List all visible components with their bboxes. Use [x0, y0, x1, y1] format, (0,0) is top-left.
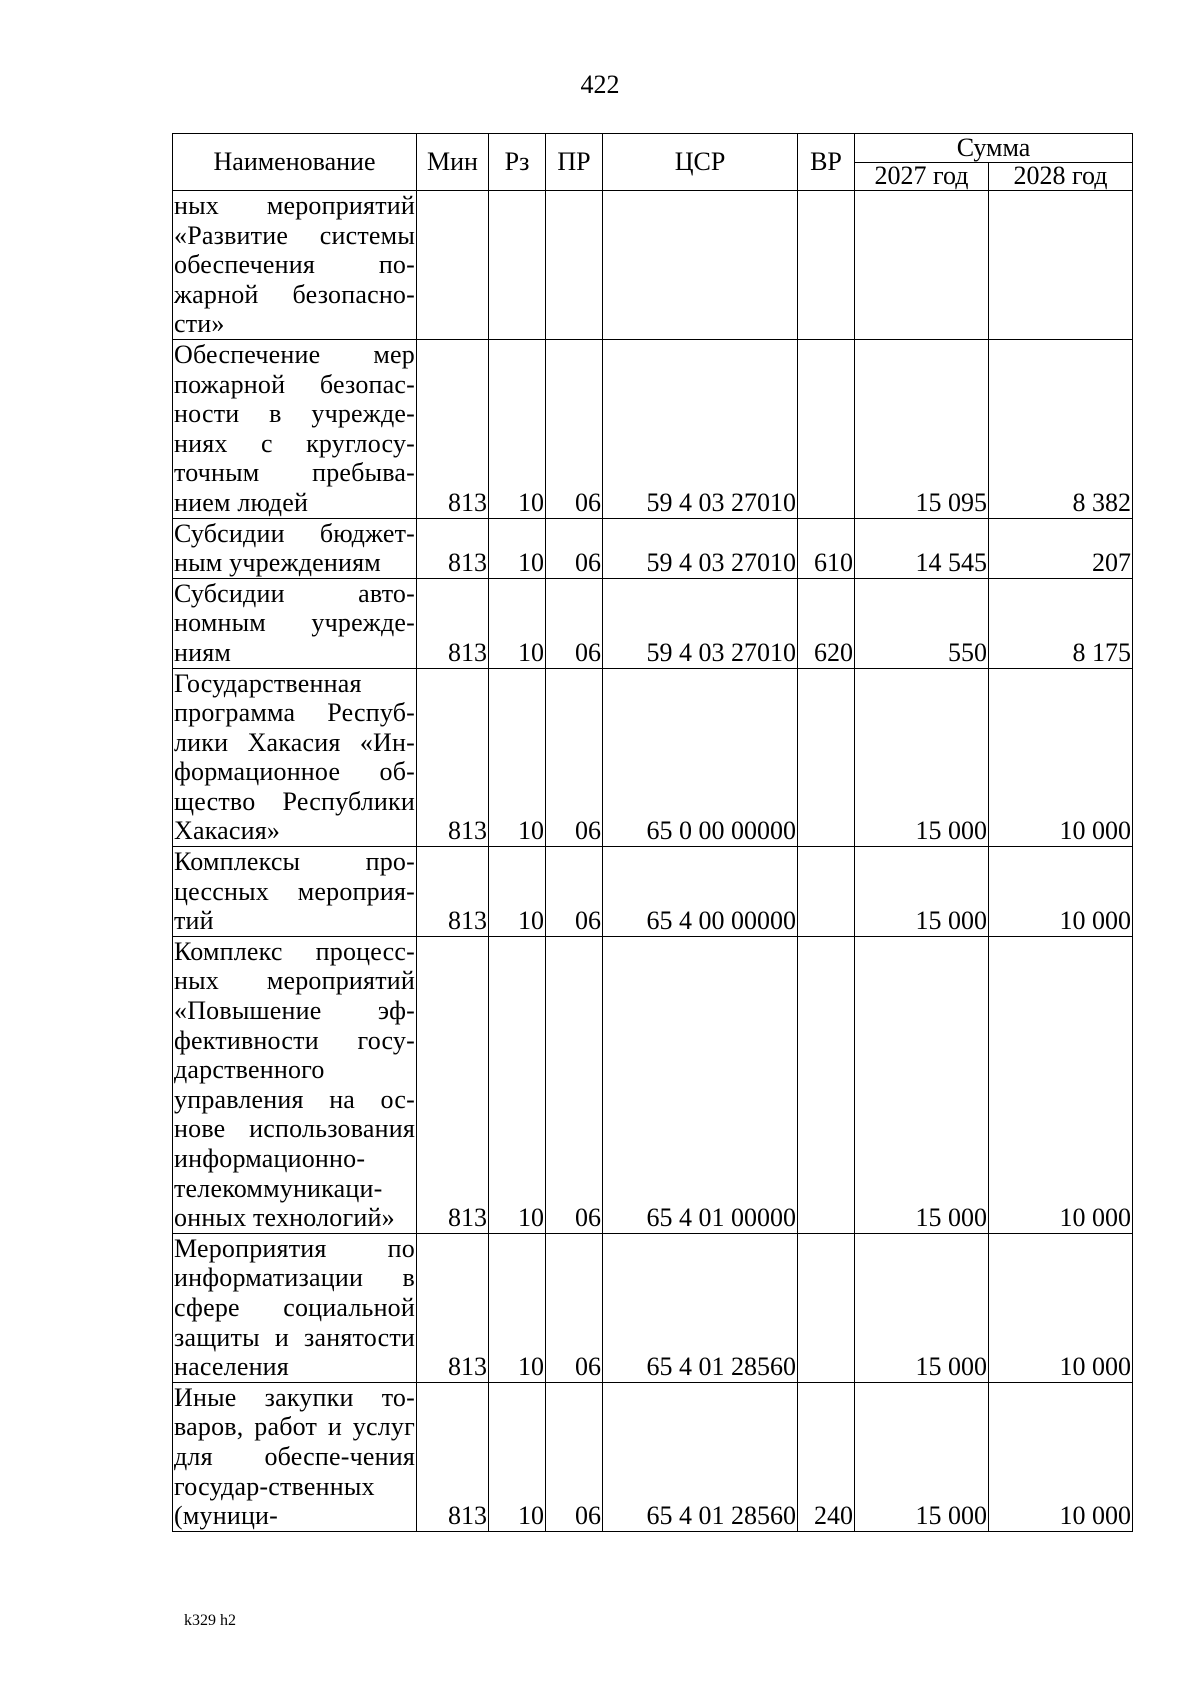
- row-name: Комплекс процесс-ных мероприятий «Повышение эф-фективности госу-дарственного управления на ос-нове использования информационно-телекоммуникаци-онных технологий»: [174, 936, 415, 1233]
- row-pr: 06: [546, 668, 603, 847]
- row-pr: 06: [546, 1382, 603, 1531]
- header-row: [173, 134, 1133, 163]
- row-name: Обеспечение мер пожарной безопас-ности в учрежде-ниях с круглосу-точным пребыва-нием людей: [174, 339, 415, 517]
- row-sum-2027: 15 000: [855, 1382, 989, 1531]
- row-csr: 65 4 01 28560: [603, 1382, 798, 1531]
- table-row: [173, 936, 1133, 1233]
- header-vr: ВР: [798, 134, 855, 191]
- row-rz: 10: [489, 936, 546, 1233]
- row-sum-2027: 15 095: [855, 339, 989, 518]
- row-min: [417, 191, 489, 340]
- row-sum-2027: 14 545: [855, 518, 989, 578]
- row-name: Субсидии авто-номным учрежде-ниям: [174, 578, 415, 667]
- budget-table: [172, 133, 1133, 1532]
- row-csr: 59 4 03 27010: [603, 518, 798, 578]
- row-vr: [798, 339, 855, 518]
- row-sum-2028: 10 000: [989, 936, 1133, 1233]
- table-row: [173, 339, 1133, 518]
- row-min: 813: [417, 578, 489, 668]
- row-rz: 10: [489, 518, 546, 578]
- table-row: [173, 1233, 1133, 1382]
- row-csr: 59 4 03 27010: [603, 578, 798, 668]
- header-name: Наименование: [173, 134, 417, 191]
- row-vr: [798, 1233, 855, 1382]
- row-rz: 10: [489, 1233, 546, 1382]
- row-rz: [489, 191, 546, 340]
- row-vr: [798, 847, 855, 937]
- row-sum-2028: 10 000: [989, 668, 1133, 847]
- row-min: 813: [417, 668, 489, 847]
- row-sum-2027: 15 000: [855, 668, 989, 847]
- footer-code: k329 h2: [184, 1612, 236, 1629]
- row-sum-2028: 207: [989, 518, 1133, 578]
- header-rz: Рз: [489, 134, 546, 191]
- row-csr: 65 4 00 00000: [603, 847, 798, 937]
- row-csr: 59 4 03 27010: [603, 339, 798, 518]
- header-year-2027: 2027 год: [855, 162, 989, 191]
- row-min: 813: [417, 1382, 489, 1531]
- row-min: 813: [417, 518, 489, 578]
- row-rz: 10: [489, 847, 546, 937]
- row-min: 813: [417, 847, 489, 937]
- row-min: 813: [417, 936, 489, 1233]
- row-sum-2027: [855, 191, 989, 340]
- row-sum-2028: 10 000: [989, 847, 1133, 937]
- table-row: [173, 578, 1133, 668]
- row-rz: 10: [489, 339, 546, 518]
- row-sum-2027: 550: [855, 578, 989, 668]
- row-pr: 06: [546, 578, 603, 668]
- row-pr: 06: [546, 936, 603, 1233]
- header-min: Мин: [417, 134, 489, 191]
- header-csr: ЦСР: [603, 134, 798, 191]
- row-vr: [798, 668, 855, 847]
- table-row: [173, 847, 1133, 937]
- table-row: [173, 1382, 1133, 1531]
- table-row: [173, 191, 1133, 340]
- header-pr: ПР: [546, 134, 603, 191]
- row-sum-2027: 15 000: [855, 1233, 989, 1382]
- header-year-2028: 2028 год: [989, 162, 1133, 191]
- row-pr: 06: [546, 847, 603, 937]
- row-csr: [603, 191, 798, 340]
- row-vr: [798, 191, 855, 340]
- row-rz: 10: [489, 578, 546, 668]
- row-name: Мероприятия по информатизации в сфере социальной защиты и занятости населения: [174, 1233, 415, 1382]
- row-name: Субсидии бюджет-ным учреждениям: [174, 518, 415, 578]
- table-row: [173, 668, 1133, 847]
- row-pr: [546, 191, 603, 340]
- row-sum-2028: 10 000: [989, 1233, 1133, 1382]
- row-name: Государственная программа Респуб-лики Хакасия «Ин-формационное об-щество Республики Хакасия»: [174, 668, 415, 846]
- table-row: [173, 518, 1133, 578]
- row-rz: 10: [489, 668, 546, 847]
- row-min: 813: [417, 339, 489, 518]
- row-vr: [798, 936, 855, 1233]
- page-number: 422: [580, 70, 620, 99]
- row-sum-2028: 8 175: [989, 578, 1133, 668]
- row-vr: 620: [798, 578, 855, 668]
- row-vr: 240: [798, 1382, 855, 1531]
- row-sum-2028: 8 382: [989, 339, 1133, 518]
- row-csr: 65 0 00 00000: [603, 668, 798, 847]
- row-csr: 65 4 01 28560: [603, 1233, 798, 1382]
- row-name: ных мероприятий «Развитие системы обеспечения по-жарной безопасно-сти»: [174, 191, 415, 339]
- row-sum-2027: 15 000: [855, 847, 989, 937]
- header-sum: Сумма: [855, 134, 1133, 163]
- table-body: [173, 191, 1133, 1532]
- row-vr: 610: [798, 518, 855, 578]
- row-name: Иные закупки то-варов, работ и услуг для обеспе-чения государ-ственных (муници-: [174, 1382, 415, 1531]
- row-pr: 06: [546, 518, 603, 578]
- row-csr: 65 4 01 00000: [603, 936, 798, 1233]
- row-rz: 10: [489, 1382, 546, 1531]
- row-sum-2027: 15 000: [855, 936, 989, 1233]
- row-pr: 06: [546, 339, 603, 518]
- row-sum-2028: [989, 191, 1133, 340]
- row-min: 813: [417, 1233, 489, 1382]
- row-sum-2028: 10 000: [989, 1382, 1133, 1531]
- row-name: Комплексы про-цессных мероприя-тий: [174, 847, 415, 936]
- row-pr: 06: [546, 1233, 603, 1382]
